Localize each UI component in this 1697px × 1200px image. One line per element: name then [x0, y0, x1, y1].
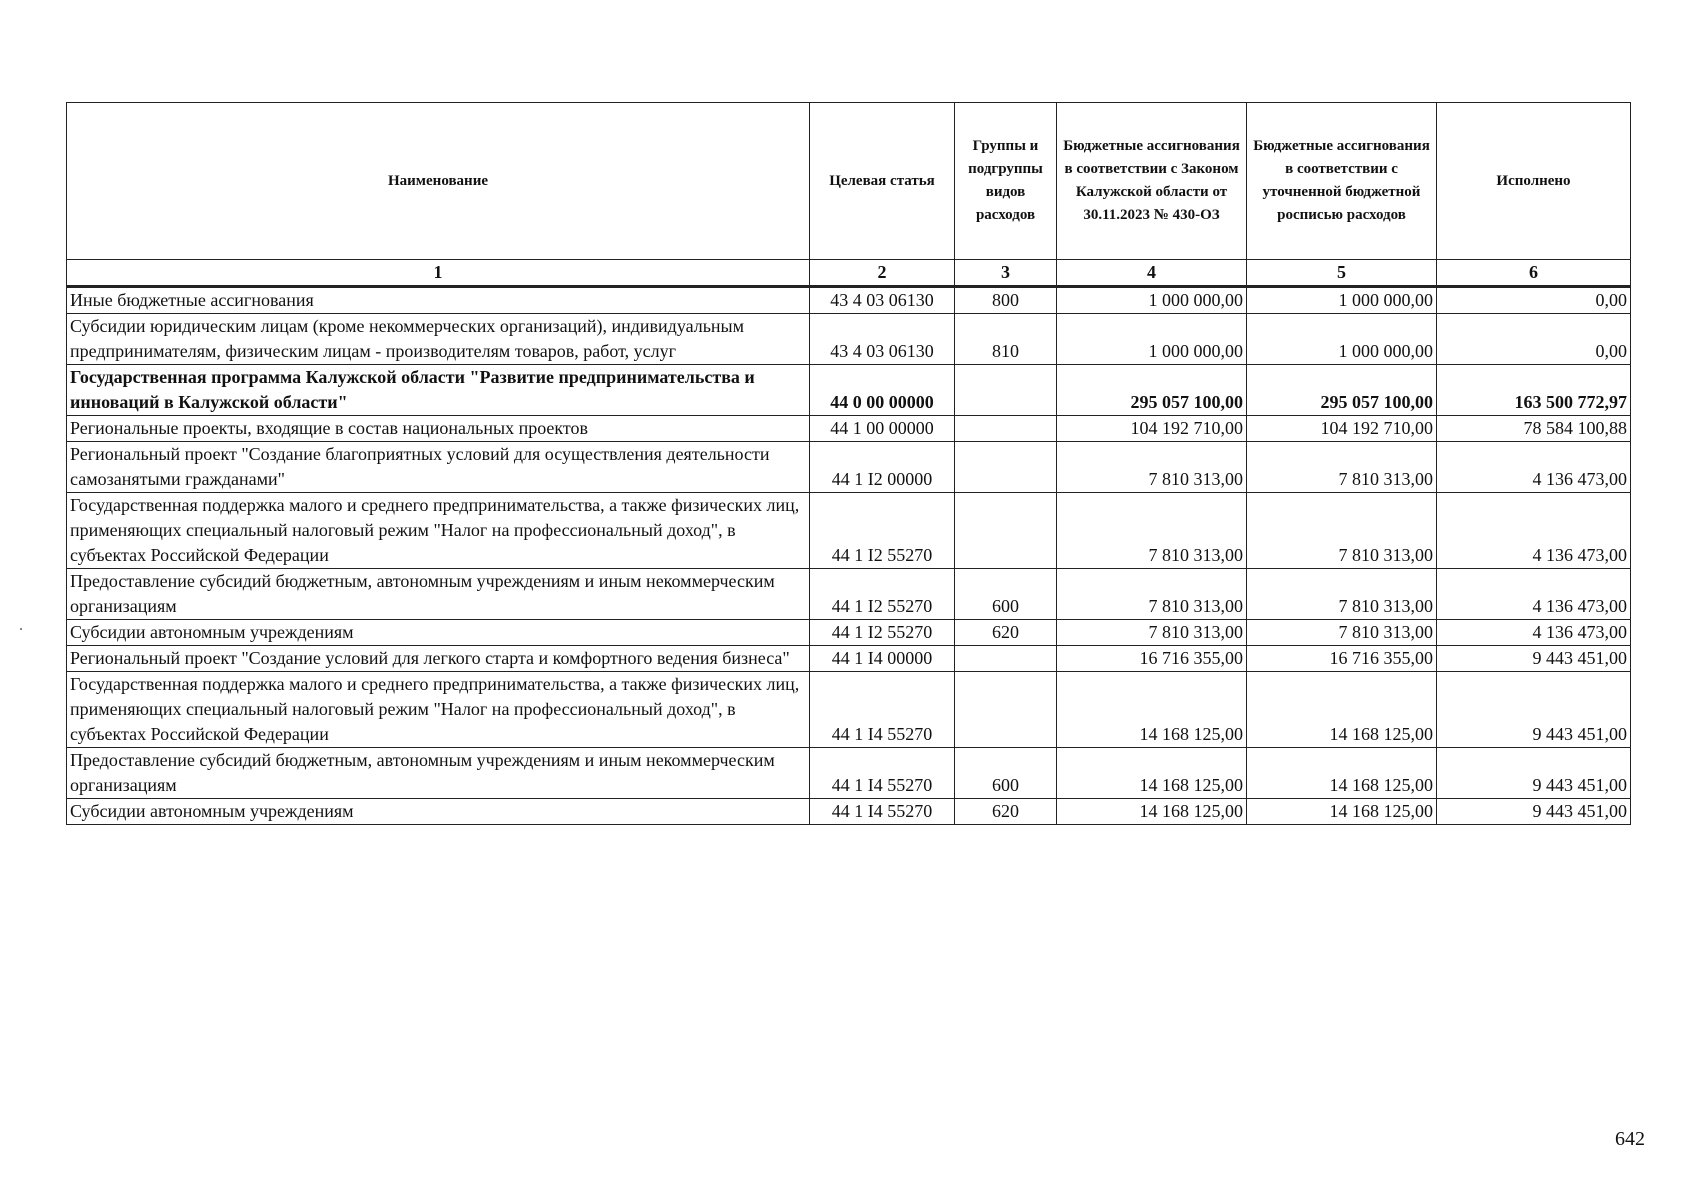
page-number: 642 [1615, 1128, 1645, 1150]
header-executed: Исполнено [1437, 103, 1631, 260]
column-number: 4 [1057, 260, 1247, 287]
row-name: Государственная поддержка малого и среднего предпринимательства, а также физических лиц, применяющих специальный налоговый режим "Налог на профессиональный доход", в субъектах Российской Федерации [67, 672, 810, 748]
row-expense-group: 600 [955, 569, 1057, 620]
row-name: Иные бюджетные ассигнования [67, 287, 810, 314]
row-target-article: 44 1 I2 55270 [810, 620, 955, 646]
row-expense-group [955, 493, 1057, 569]
row-law-allocation: 1 000 000,00 [1057, 287, 1247, 314]
row-refined-allocation: 14 168 125,00 [1247, 748, 1437, 799]
row-target-article: 44 1 I4 55270 [810, 672, 955, 748]
column-number: 5 [1247, 260, 1437, 287]
row-refined-allocation: 104 192 710,00 [1247, 416, 1437, 442]
row-executed: 78 584 100,88 [1437, 416, 1631, 442]
row-executed: 4 136 473,00 [1437, 620, 1631, 646]
table-body [67, 287, 1631, 825]
row-refined-allocation: 1 000 000,00 [1247, 314, 1437, 365]
header-refined-allocations: Бюджетные ассигнования в соответствии с уточненной бюджетной росписью расходов [1247, 103, 1437, 260]
row-executed: 0,00 [1437, 314, 1631, 365]
header-name: Наименование [67, 103, 810, 260]
row-law-allocation: 7 810 313,00 [1057, 493, 1247, 569]
header-law-allocations: Бюджетные ассигнования в соответствии с Законом Калужской области от 30.11.2023 № 430-ОЗ [1057, 103, 1247, 260]
column-number: 6 [1437, 260, 1631, 287]
row-refined-allocation: 7 810 313,00 [1247, 493, 1437, 569]
row-executed: 9 443 451,00 [1437, 799, 1631, 825]
row-executed: 4 136 473,00 [1437, 569, 1631, 620]
column-number: 1 [67, 260, 810, 287]
row-law-allocation: 16 716 355,00 [1057, 646, 1247, 672]
table-row [67, 748, 1631, 799]
row-executed: 4 136 473,00 [1437, 442, 1631, 493]
row-expense-group: 800 [955, 287, 1057, 314]
row-name: Предоставление субсидий бюджетным, автономным учреждениям и иным некоммерческим организациям [67, 748, 810, 799]
row-expense-group: 600 [955, 748, 1057, 799]
table-row [67, 287, 1631, 314]
row-expense-group [955, 365, 1057, 416]
row-refined-allocation: 7 810 313,00 [1247, 569, 1437, 620]
budget-table [66, 102, 1631, 825]
row-name: Субсидии автономным учреждениям [67, 620, 810, 646]
row-target-article: 44 0 00 00000 [810, 365, 955, 416]
row-refined-allocation: 7 810 313,00 [1247, 442, 1437, 493]
column-number: 3 [955, 260, 1057, 287]
row-expense-group [955, 672, 1057, 748]
table-row [67, 620, 1631, 646]
row-executed: 9 443 451,00 [1437, 748, 1631, 799]
row-executed: 9 443 451,00 [1437, 672, 1631, 748]
row-refined-allocation: 14 168 125,00 [1247, 672, 1437, 748]
row-law-allocation: 104 192 710,00 [1057, 416, 1247, 442]
table-row [67, 646, 1631, 672]
row-expense-group: 810 [955, 314, 1057, 365]
header-expense-groups: Группы и подгруппы видов расходов [955, 103, 1057, 260]
row-law-allocation: 7 810 313,00 [1057, 569, 1247, 620]
row-target-article: 44 1 I2 00000 [810, 442, 955, 493]
table-row [67, 416, 1631, 442]
row-target-article: 43 4 03 06130 [810, 287, 955, 314]
row-refined-allocation: 1 000 000,00 [1247, 287, 1437, 314]
table-row [67, 569, 1631, 620]
row-target-article: 44 1 00 00000 [810, 416, 955, 442]
row-executed: 163 500 772,97 [1437, 365, 1631, 416]
column-number-row [67, 260, 1631, 287]
row-name: Субсидии юридическим лицам (кроме некоммерческих организаций), индивидуальным предпринимателям, физическим лицам - производителям товаров, работ, услуг [67, 314, 810, 365]
row-refined-allocation: 16 716 355,00 [1247, 646, 1437, 672]
row-expense-group: 620 [955, 620, 1057, 646]
row-law-allocation: 7 810 313,00 [1057, 620, 1247, 646]
row-law-allocation: 7 810 313,00 [1057, 442, 1247, 493]
row-refined-allocation: 7 810 313,00 [1247, 620, 1437, 646]
row-name: Государственная поддержка малого и среднего предпринимательства, а также физических лиц, применяющих специальный налоговый режим "Налог на профессиональный доход", в субъектах Российской Федерации [67, 493, 810, 569]
row-expense-group: 620 [955, 799, 1057, 825]
row-refined-allocation: 295 057 100,00 [1247, 365, 1437, 416]
row-name: Региональные проекты, входящие в состав национальных проектов [67, 416, 810, 442]
row-name: Субсидии автономным учреждениям [67, 799, 810, 825]
row-law-allocation: 14 168 125,00 [1057, 672, 1247, 748]
row-target-article: 44 1 I2 55270 [810, 569, 955, 620]
row-expense-group [955, 442, 1057, 493]
column-number: 2 [810, 260, 955, 287]
row-name: Предоставление субсидий бюджетным, автономным учреждениям и иным некоммерческим организациям [67, 569, 810, 620]
table-row [67, 799, 1631, 825]
table-row [67, 493, 1631, 569]
row-executed: 9 443 451,00 [1437, 646, 1631, 672]
table-row [67, 365, 1631, 416]
scan-speck [20, 628, 22, 630]
row-executed: 0,00 [1437, 287, 1631, 314]
row-target-article: 44 1 I4 55270 [810, 748, 955, 799]
row-law-allocation: 1 000 000,00 [1057, 314, 1247, 365]
row-target-article: 44 1 I2 55270 [810, 493, 955, 569]
header-target-article: Целевая статья [810, 103, 955, 260]
row-refined-allocation: 14 168 125,00 [1247, 799, 1437, 825]
row-expense-group [955, 416, 1057, 442]
row-name: Региональный проект "Создание благоприятных условий для осуществления деятельности самозанятыми гражданами" [67, 442, 810, 493]
row-target-article: 44 1 I4 55270 [810, 799, 955, 825]
row-target-article: 44 1 I4 00000 [810, 646, 955, 672]
row-law-allocation: 14 168 125,00 [1057, 748, 1247, 799]
row-name: Государственная программа Калужской области "Развитие предпринимательства и инноваций в Калужской области" [67, 365, 810, 416]
header-row [67, 103, 1631, 260]
row-law-allocation: 295 057 100,00 [1057, 365, 1247, 416]
table-row [67, 442, 1631, 493]
row-expense-group [955, 646, 1057, 672]
table-row [67, 314, 1631, 365]
row-executed: 4 136 473,00 [1437, 493, 1631, 569]
table-row [67, 672, 1631, 748]
row-target-article: 43 4 03 06130 [810, 314, 955, 365]
row-name: Региональный проект "Создание условий для легкого старта и комфортного ведения бизнеса" [67, 646, 810, 672]
row-law-allocation: 14 168 125,00 [1057, 799, 1247, 825]
